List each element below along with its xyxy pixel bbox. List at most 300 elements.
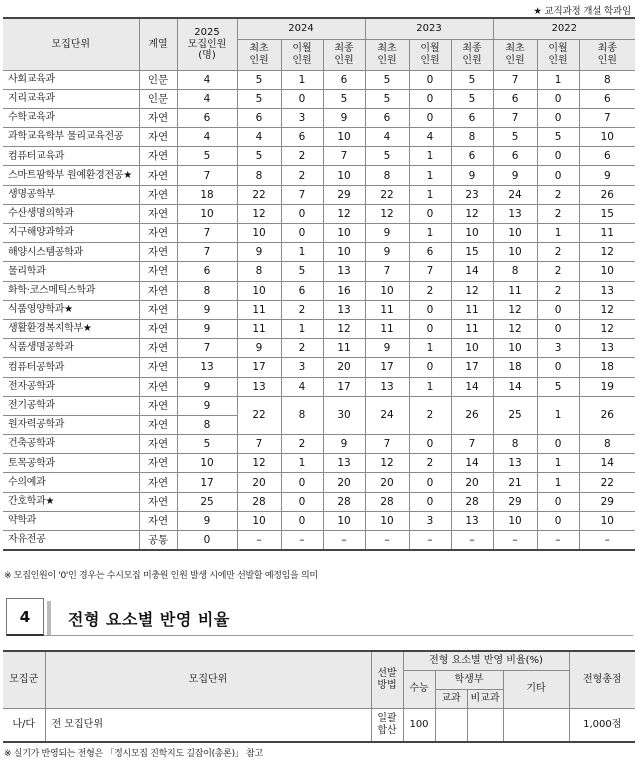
count-cell: – bbox=[323, 531, 365, 550]
count-cell: 2 bbox=[281, 435, 323, 454]
count-cell: 2 bbox=[537, 204, 579, 223]
table-row bbox=[3, 147, 635, 166]
section-title: 전형 요소별 반영 비율 bbox=[68, 610, 230, 629]
table-row bbox=[3, 185, 635, 204]
unit-name: 수산생명의학과 bbox=[3, 204, 139, 223]
unit-name: 수의예과 bbox=[3, 473, 139, 492]
table-row bbox=[3, 396, 635, 415]
header-2023-final: 최종 인원 bbox=[451, 39, 493, 70]
count-cell: 6 bbox=[281, 128, 323, 147]
count-cell: 5 bbox=[451, 70, 493, 89]
section-header bbox=[6, 598, 633, 636]
count-cell: 1 bbox=[537, 454, 579, 473]
track-cell: 자연 bbox=[139, 377, 177, 396]
quota-2025-cell: 25 bbox=[177, 492, 237, 511]
count-cell: 9 bbox=[579, 166, 635, 185]
table-row bbox=[3, 224, 635, 243]
ratio-total: 1,000점 bbox=[569, 708, 635, 742]
count-cell: 0 bbox=[537, 89, 579, 108]
table-row bbox=[3, 473, 635, 492]
count-cell: 12 bbox=[451, 204, 493, 223]
unit-name: 건축공학과 bbox=[3, 435, 139, 454]
unit-name: 토목공학과 bbox=[3, 454, 139, 473]
count-cell: 12 bbox=[237, 454, 281, 473]
track-cell: 자연 bbox=[139, 473, 177, 492]
count-cell: 8 bbox=[365, 166, 409, 185]
count-cell: 2 bbox=[537, 281, 579, 300]
table-row bbox=[3, 204, 635, 223]
count-cell: 9 bbox=[323, 435, 365, 454]
header-quota-2025: 2025 모집인원 (명) bbox=[177, 18, 237, 70]
count-cell: 0 bbox=[281, 492, 323, 511]
count-cell: 11 bbox=[451, 300, 493, 319]
count-cell: 10 bbox=[323, 128, 365, 147]
count-cell: 7 bbox=[493, 108, 537, 127]
ratio-row bbox=[3, 708, 635, 742]
track-cell: 자연 bbox=[139, 224, 177, 243]
count-cell: 6 bbox=[493, 147, 537, 166]
ratio-header-record: 학생부 bbox=[435, 670, 503, 689]
count-cell: 14 bbox=[493, 377, 537, 396]
count-cell: 14 bbox=[451, 377, 493, 396]
unit-name: 식품영양학과★ bbox=[3, 300, 139, 319]
count-cell: 28 bbox=[237, 492, 281, 511]
count-cell: 10 bbox=[365, 511, 409, 530]
track-cell: 자연 bbox=[139, 185, 177, 204]
count-cell: 9 bbox=[365, 224, 409, 243]
count-cell: 10 bbox=[579, 128, 635, 147]
count-cell: 1 bbox=[409, 185, 451, 204]
count-cell: 11 bbox=[365, 319, 409, 338]
count-cell: 7 bbox=[365, 435, 409, 454]
table-row bbox=[3, 70, 635, 89]
count-cell: 5 bbox=[365, 89, 409, 108]
count-cell: 10 bbox=[451, 224, 493, 243]
ratio-header-unit: 모집단위 bbox=[45, 651, 371, 708]
header-2022-carryover: 이월 인원 bbox=[537, 39, 579, 70]
count-cell: 14 bbox=[451, 454, 493, 473]
track-cell: 자연 bbox=[139, 204, 177, 223]
quota-2025-cell: 9 bbox=[177, 319, 237, 338]
count-cell: 6 bbox=[451, 147, 493, 166]
merged-count-cell: 30 bbox=[323, 396, 365, 434]
header-track: 계열 bbox=[139, 18, 177, 70]
count-cell: – bbox=[451, 531, 493, 550]
count-cell: 10 bbox=[579, 262, 635, 281]
count-cell: 28 bbox=[323, 492, 365, 511]
unit-name: 물리학과 bbox=[3, 262, 139, 281]
count-cell: 17 bbox=[323, 377, 365, 396]
count-cell: 14 bbox=[451, 262, 493, 281]
count-cell: 5 bbox=[237, 70, 281, 89]
count-cell: 20 bbox=[323, 473, 365, 492]
header-year-2023: 2023 bbox=[365, 18, 493, 39]
count-cell: 22 bbox=[365, 185, 409, 204]
table-row bbox=[3, 339, 635, 358]
quota-2025-cell: 7 bbox=[177, 339, 237, 358]
table-row bbox=[3, 454, 635, 473]
count-cell: 6 bbox=[323, 70, 365, 89]
count-cell: 0 bbox=[409, 358, 451, 377]
table-row bbox=[3, 511, 635, 530]
count-cell: 0 bbox=[281, 473, 323, 492]
count-cell: 10 bbox=[237, 281, 281, 300]
ratio-header-suneung: 수능 bbox=[403, 670, 435, 708]
count-cell: 0 bbox=[537, 166, 579, 185]
ratio-nonsubject bbox=[467, 708, 503, 742]
quota-2025-cell: 8 bbox=[177, 281, 237, 300]
unit-name: 스마트팜학부 원예환경전공★ bbox=[3, 166, 139, 185]
count-cell: – bbox=[365, 531, 409, 550]
header-2023-carryover: 이월 인원 bbox=[409, 39, 451, 70]
ratio-header-subject: 교과 bbox=[435, 689, 467, 708]
count-cell: 1 bbox=[281, 319, 323, 338]
count-cell: 1 bbox=[409, 339, 451, 358]
header-2022-final: 최종 인원 bbox=[579, 39, 635, 70]
count-cell: 0 bbox=[537, 492, 579, 511]
quota-2025-cell: 4 bbox=[177, 128, 237, 147]
count-cell: 3 bbox=[409, 511, 451, 530]
count-cell: 6 bbox=[237, 108, 281, 127]
count-cell: 7 bbox=[579, 108, 635, 127]
count-cell: 0 bbox=[537, 147, 579, 166]
count-cell: 0 bbox=[281, 511, 323, 530]
count-cell: 1 bbox=[537, 224, 579, 243]
practical-exam-note: ※ 실기가 반영되는 전형은 「정시모집 진학지도 길잡이(총론)」 참고 bbox=[4, 749, 263, 759]
count-cell: 13 bbox=[323, 300, 365, 319]
count-cell: 4 bbox=[237, 128, 281, 147]
count-cell: 10 bbox=[451, 339, 493, 358]
count-cell: 5 bbox=[493, 128, 537, 147]
ratio-method: 일괄 합산 bbox=[371, 708, 403, 742]
count-cell: 18 bbox=[579, 358, 635, 377]
count-cell: 2 bbox=[537, 243, 579, 262]
merged-count-cell: 25 bbox=[493, 396, 537, 434]
table-row bbox=[3, 281, 635, 300]
header-year-2022: 2022 bbox=[493, 18, 635, 39]
count-cell: 12 bbox=[237, 204, 281, 223]
count-cell: 13 bbox=[579, 281, 635, 300]
quota-2025-cell: 10 bbox=[177, 204, 237, 223]
table-row bbox=[3, 319, 635, 338]
table-row bbox=[3, 128, 635, 147]
count-cell: 6 bbox=[579, 147, 635, 166]
count-cell: 3 bbox=[537, 339, 579, 358]
section-underline bbox=[44, 635, 633, 636]
quota-2025-cell: 10 bbox=[177, 454, 237, 473]
quota-2025-cell: 9 bbox=[177, 377, 237, 396]
quota-2025-cell: 4 bbox=[177, 70, 237, 89]
unit-name: 지구해양과학과 bbox=[3, 224, 139, 243]
count-cell: 2 bbox=[409, 281, 451, 300]
count-cell: 13 bbox=[493, 454, 537, 473]
ratio-table bbox=[3, 650, 635, 743]
count-cell: 14 bbox=[579, 454, 635, 473]
unit-name: 전자공학과 bbox=[3, 377, 139, 396]
track-cell: 자연 bbox=[139, 339, 177, 358]
count-cell: 0 bbox=[537, 435, 579, 454]
count-cell: 10 bbox=[493, 224, 537, 243]
count-cell: 4 bbox=[365, 128, 409, 147]
header-2024-carryover: 이월 인원 bbox=[281, 39, 323, 70]
quota-2025-cell: 6 bbox=[177, 262, 237, 281]
count-cell: 5 bbox=[365, 147, 409, 166]
count-cell: – bbox=[579, 531, 635, 550]
count-cell: 17 bbox=[365, 358, 409, 377]
unit-name: 컴퓨터공학과 bbox=[3, 358, 139, 377]
count-cell: 0 bbox=[409, 492, 451, 511]
ratio-unit: 전 모집단위 bbox=[45, 708, 371, 742]
count-cell: 12 bbox=[579, 243, 635, 262]
ratio-suneung: 100 bbox=[403, 708, 435, 742]
count-cell: 9 bbox=[365, 243, 409, 262]
track-cell: 자연 bbox=[139, 454, 177, 473]
unit-name: 생활환경복지학부★ bbox=[3, 319, 139, 338]
count-cell: 10 bbox=[323, 511, 365, 530]
table-row bbox=[3, 358, 635, 377]
count-cell: 10 bbox=[237, 224, 281, 243]
count-cell: 13 bbox=[237, 377, 281, 396]
merged-count-cell: 1 bbox=[537, 396, 579, 434]
count-cell: 9 bbox=[365, 339, 409, 358]
count-cell: 12 bbox=[493, 300, 537, 319]
count-cell: 2 bbox=[409, 454, 451, 473]
track-cell: 인문 bbox=[139, 70, 177, 89]
count-cell: 11 bbox=[579, 224, 635, 243]
count-cell: 8 bbox=[579, 435, 635, 454]
merged-count-cell: 2 bbox=[409, 396, 451, 434]
track-cell: 자연 bbox=[139, 147, 177, 166]
quota-2025-cell: 9 bbox=[177, 511, 237, 530]
count-cell: 10 bbox=[493, 511, 537, 530]
count-cell: 11 bbox=[237, 319, 281, 338]
table-row bbox=[3, 492, 635, 511]
count-cell: 5 bbox=[537, 377, 579, 396]
count-cell: 5 bbox=[537, 128, 579, 147]
count-cell: 15 bbox=[451, 243, 493, 262]
count-cell: – bbox=[409, 531, 451, 550]
unit-name: 약학과 bbox=[3, 511, 139, 530]
merged-count-cell: 8 bbox=[281, 396, 323, 434]
count-cell: 13 bbox=[579, 339, 635, 358]
count-cell: 10 bbox=[579, 511, 635, 530]
count-cell: – bbox=[237, 531, 281, 550]
count-cell: 9 bbox=[323, 108, 365, 127]
count-cell: 22 bbox=[579, 473, 635, 492]
count-cell: 11 bbox=[237, 300, 281, 319]
track-cell: 자연 bbox=[139, 262, 177, 281]
count-cell: 7 bbox=[281, 185, 323, 204]
ratio-header-nonsubject: 비교과 bbox=[467, 689, 503, 708]
count-cell: 20 bbox=[365, 473, 409, 492]
count-cell: 20 bbox=[323, 358, 365, 377]
ratio-group: 나/다 bbox=[3, 708, 45, 742]
ratio-header-method: 선발 방법 bbox=[371, 651, 403, 708]
header-2024-final: 최종 인원 bbox=[323, 39, 365, 70]
count-cell: 12 bbox=[365, 204, 409, 223]
count-cell: 8 bbox=[579, 70, 635, 89]
count-cell: 6 bbox=[579, 89, 635, 108]
count-cell: 20 bbox=[237, 473, 281, 492]
table-row bbox=[3, 243, 635, 262]
merged-count-cell: 24 bbox=[365, 396, 409, 434]
unit-name: 간호학과★ bbox=[3, 492, 139, 511]
ratio-header-total: 전형총점 bbox=[569, 651, 635, 708]
merged-count-cell: 26 bbox=[579, 396, 635, 434]
count-cell: 2 bbox=[537, 262, 579, 281]
count-cell: 12 bbox=[493, 319, 537, 338]
table-row bbox=[3, 108, 635, 127]
count-cell: 1 bbox=[537, 70, 579, 89]
quota-zero-note: ※ 모집인원이 '0'인 경우는 수시모집 미충원 인원 발생 시에만 선발할 예정임을 의미 bbox=[4, 571, 318, 581]
ratio-header-group: 모집군 bbox=[3, 651, 45, 708]
track-cell: 인문 bbox=[139, 89, 177, 108]
count-cell: 11 bbox=[493, 281, 537, 300]
track-cell: 자연 bbox=[139, 108, 177, 127]
count-cell: 22 bbox=[237, 185, 281, 204]
count-cell: 0 bbox=[281, 204, 323, 223]
count-cell: 5 bbox=[237, 147, 281, 166]
track-cell: 자연 bbox=[139, 396, 177, 415]
count-cell: 5 bbox=[365, 70, 409, 89]
count-cell: 12 bbox=[579, 300, 635, 319]
count-cell: 29 bbox=[493, 492, 537, 511]
count-cell: 7 bbox=[237, 435, 281, 454]
track-cell: 공통 bbox=[139, 531, 177, 550]
admission-table-body bbox=[3, 70, 635, 550]
track-cell: 자연 bbox=[139, 435, 177, 454]
count-cell: – bbox=[537, 531, 579, 550]
quota-2025-cell: 5 bbox=[177, 147, 237, 166]
count-cell: 12 bbox=[365, 454, 409, 473]
count-cell: 11 bbox=[323, 339, 365, 358]
count-cell: 8 bbox=[237, 166, 281, 185]
count-cell: 13 bbox=[323, 454, 365, 473]
count-cell: 0 bbox=[409, 319, 451, 338]
quota-2025-cell: 4 bbox=[177, 89, 237, 108]
track-cell: 자연 bbox=[139, 128, 177, 147]
count-cell: 10 bbox=[493, 243, 537, 262]
admission-quota-table bbox=[3, 17, 635, 551]
unit-name: 화학·코스메틱스학과 bbox=[3, 281, 139, 300]
count-cell: 29 bbox=[323, 185, 365, 204]
count-cell: 2 bbox=[537, 185, 579, 204]
count-cell: 24 bbox=[493, 185, 537, 204]
section-number-bar bbox=[47, 601, 51, 636]
track-cell: 자연 bbox=[139, 243, 177, 262]
count-cell: 0 bbox=[409, 70, 451, 89]
count-cell: 0 bbox=[537, 511, 579, 530]
count-cell: – bbox=[493, 531, 537, 550]
unit-name: 사회교육과 bbox=[3, 70, 139, 89]
quota-2025-cell: 9 bbox=[177, 300, 237, 319]
count-cell: 3 bbox=[281, 358, 323, 377]
quota-2025-cell: 7 bbox=[177, 243, 237, 262]
count-cell: 4 bbox=[281, 377, 323, 396]
count-cell: – bbox=[281, 531, 323, 550]
unit-name: 생명공학부 bbox=[3, 185, 139, 204]
count-cell: 5 bbox=[323, 89, 365, 108]
table-row bbox=[3, 262, 635, 281]
unit-name: 전기공학과 bbox=[3, 396, 139, 415]
unit-name: 식품생명공학과 bbox=[3, 339, 139, 358]
header-2022-initial: 최초 인원 bbox=[493, 39, 537, 70]
count-cell: 6 bbox=[365, 108, 409, 127]
unit-name: 지리교육과 bbox=[3, 89, 139, 108]
count-cell: 11 bbox=[365, 300, 409, 319]
header-year-2024: 2024 bbox=[237, 18, 365, 39]
ratio-subject bbox=[435, 708, 467, 742]
header-2024-initial: 최초 인원 bbox=[237, 39, 281, 70]
unit-name: 컴퓨터교육과 bbox=[3, 147, 139, 166]
count-cell: 7 bbox=[451, 435, 493, 454]
count-cell: 0 bbox=[409, 204, 451, 223]
count-cell: 12 bbox=[451, 281, 493, 300]
unit-name: 과학교육학부 물리교육전공 bbox=[3, 128, 139, 147]
unit-name: 수학교육과 bbox=[3, 108, 139, 127]
count-cell: 8 bbox=[237, 262, 281, 281]
quota-2025-cell: 17 bbox=[177, 473, 237, 492]
count-cell: 13 bbox=[365, 377, 409, 396]
merged-count-cell: 26 bbox=[451, 396, 493, 434]
count-cell: 10 bbox=[365, 281, 409, 300]
count-cell: 0 bbox=[409, 435, 451, 454]
count-cell: 5 bbox=[451, 89, 493, 108]
unit-name: 원자력공학과 bbox=[3, 415, 139, 434]
merged-count-cell: 22 bbox=[237, 396, 281, 434]
count-cell: 29 bbox=[579, 492, 635, 511]
track-cell: 자연 bbox=[139, 511, 177, 530]
quota-2025-cell: 7 bbox=[177, 166, 237, 185]
table-row bbox=[3, 166, 635, 185]
count-cell: 10 bbox=[323, 243, 365, 262]
table-row bbox=[3, 435, 635, 454]
quota-2025-cell: 6 bbox=[177, 108, 237, 127]
count-cell: 8 bbox=[451, 128, 493, 147]
count-cell: 1 bbox=[409, 166, 451, 185]
count-cell: 4 bbox=[409, 128, 451, 147]
count-cell: 28 bbox=[451, 492, 493, 511]
header-2023-initial: 최초 인원 bbox=[365, 39, 409, 70]
track-cell: 자연 bbox=[139, 319, 177, 338]
count-cell: 5 bbox=[281, 262, 323, 281]
track-cell: 자연 bbox=[139, 492, 177, 511]
count-cell: 13 bbox=[451, 511, 493, 530]
count-cell: 28 bbox=[365, 492, 409, 511]
count-cell: 0 bbox=[281, 224, 323, 243]
table-row bbox=[3, 377, 635, 396]
count-cell: 0 bbox=[281, 89, 323, 108]
count-cell: 13 bbox=[493, 204, 537, 223]
track-cell: 자연 bbox=[139, 300, 177, 319]
table-row bbox=[3, 531, 635, 550]
count-cell: 10 bbox=[323, 166, 365, 185]
count-cell: 19 bbox=[579, 377, 635, 396]
count-cell: 13 bbox=[323, 262, 365, 281]
section-number: 4 bbox=[6, 598, 44, 636]
quota-2025-cell: 0 bbox=[177, 531, 237, 550]
count-cell: 2 bbox=[281, 339, 323, 358]
ratio-header-other: 기타 bbox=[503, 670, 569, 708]
count-cell: 0 bbox=[409, 108, 451, 127]
count-cell: 1 bbox=[409, 224, 451, 243]
count-cell: 17 bbox=[451, 358, 493, 377]
teacher-course-legend: ★ 교직과정 개설 학과임 bbox=[533, 6, 631, 17]
count-cell: 10 bbox=[237, 511, 281, 530]
unit-name: 자유전공 bbox=[3, 531, 139, 550]
count-cell: 1 bbox=[281, 243, 323, 262]
count-cell: 10 bbox=[493, 339, 537, 358]
